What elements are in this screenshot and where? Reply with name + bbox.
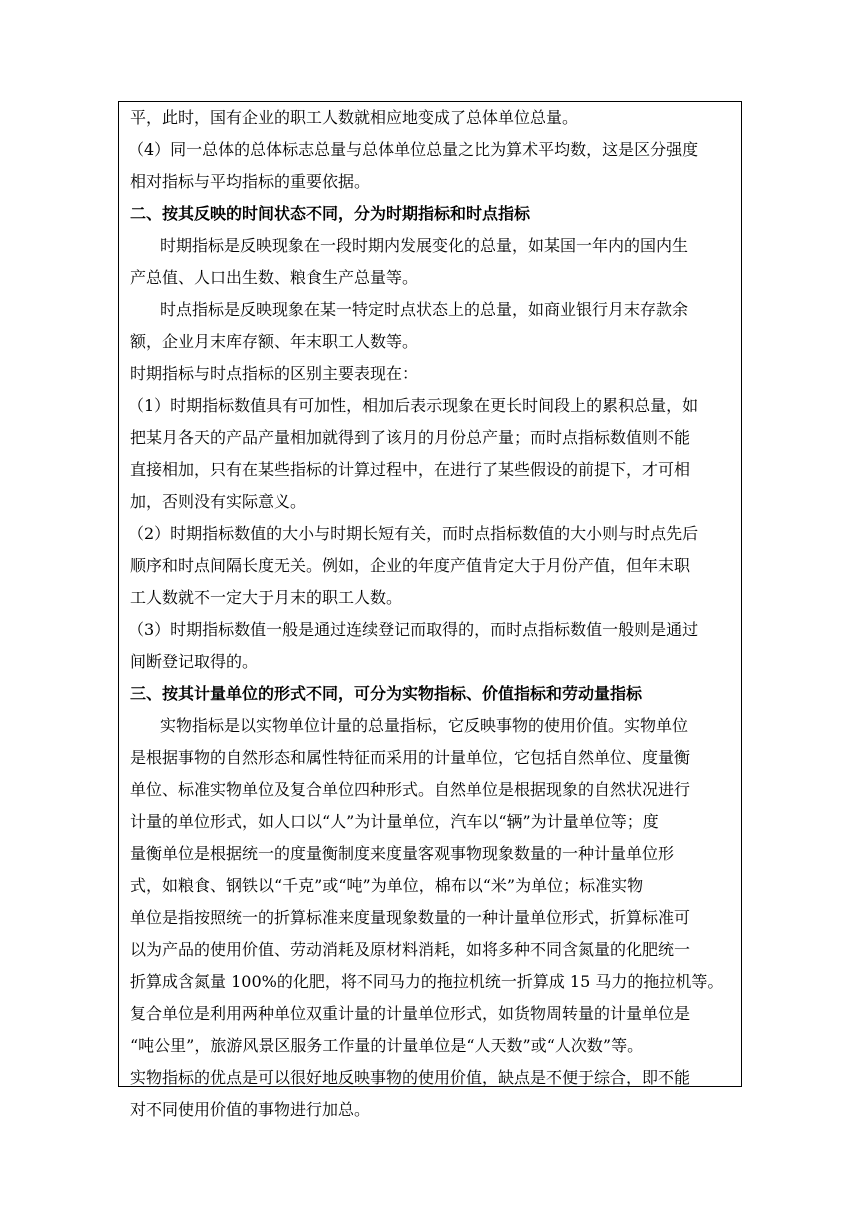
text-line: “吨公里”，旅游风景区服务工作量的计量单位是“人天数”或“人次数”等。 (130, 1036, 644, 1055)
text-line: （3）时期指标数值一般是通过连续登记而取得的，而时点指标数值一般则是通过 (128, 620, 699, 639)
text-line: 把某月各天的产品产量相加就得到了该月的月份总产量；而时点指标数值则不能 (130, 428, 691, 447)
text-line: 实物指标的优点是可以很好地反映事物的使用价值，缺点是不便于综合，即不能 (130, 1068, 691, 1087)
paragraph-first-line: 时点指标是反映现象在某一特定时点状态上的总量，如商业银行月末存款余 (160, 300, 689, 319)
text-line: 相对指标与平均指标的重要依据。 (130, 172, 371, 191)
text-line: 对不同使用价值的事物进行加总。 (130, 1100, 371, 1119)
paragraph-first-line: 时期指标是反映现象在一段时期内发展变化的总量，如某国一年内的国内生 (160, 236, 689, 255)
text-line: 以为产品的使用价值、劳动消耗及原材料消耗，如将多种不同含氮量的化肥统一 (130, 940, 691, 959)
text-line: 产总值、人口出生数、粮食生产总量等。 (130, 268, 419, 287)
text-line: 直接相加，只有在某些指标的计算过程中，在进行了某些假设的前提下，才可相 (130, 460, 691, 479)
text-line: 量衡单位是根据统一的度量衡制度来度量客观事物现象数量的一种计量单位形 (130, 844, 675, 863)
section-heading: 三、按其计量单位的形式不同，可分为实物指标、价值指标和劳动量指标 (130, 684, 643, 703)
text-line: 式，如粮食、钢铁以“千克”或“吨”为单位，棉布以“米”为单位；标准实物 (130, 876, 644, 895)
text-line: 是根据事物的自然形态和属性特征而采用的计量单位，它包括自然单位、度量衡 (130, 748, 691, 767)
text-line: 加，否则没有实际意义。 (130, 492, 307, 511)
text-line: 计量的单位形式，如人口以“人”为计量单位，汽车以“辆”为计量单位等；度 (130, 812, 659, 831)
text-line: （1）时期指标数值具有可加性，相加后表示现象在更长时间段上的累积总量，如 (128, 396, 699, 415)
text-line: （2）时期指标数值的大小与时期长短有关，而时点指标数值的大小则与时点先后 (128, 524, 699, 543)
text-line: 折算成含氮量 100%的化肥，将不同马力的拖拉机统一折算成 15 马力的拖拉机等。 (130, 972, 724, 991)
text-line: 平，此时，国有企业的职工人数就相应地变成了总体单位总量。 (130, 108, 579, 127)
text-line: 间断登记取得的。 (130, 652, 259, 671)
text-line: 单位、标准实物单位及复合单位四种形式。自然单位是根据现象的自然状况进行 (130, 780, 691, 799)
section-heading: 二、按其反映的时间状态不同，分为时期指标和时点指标 (130, 204, 531, 223)
paragraph-first-line: 实物指标是以实物单位计量的总量指标，它反映事物的使用价值。实物单位 (160, 716, 689, 735)
text-line: 复合单位是利用两种单位双重计量的计量单位形式，如货物周转量的计量单位是 (130, 1004, 691, 1023)
text-line: 时期指标与时点指标的区别主要表现在： (130, 364, 419, 383)
text-line: 额，企业月末库存额、年末职工人数等。 (130, 332, 419, 351)
text-line: 单位是指按照统一的折算标准来度量现象数量的一种计量单位形式，折算标准可 (130, 908, 691, 927)
text-line: 工人数就不一定大于月末的职工人数。 (130, 588, 403, 607)
text-line: （4）同一总体的总体标志总量与总体单位总量之比为算术平均数，这是区分强度 (128, 140, 699, 159)
text-line: 顺序和时点间隔长度无关。例如，企业的年度产值肯定大于月份产值，但年末职 (130, 556, 691, 575)
